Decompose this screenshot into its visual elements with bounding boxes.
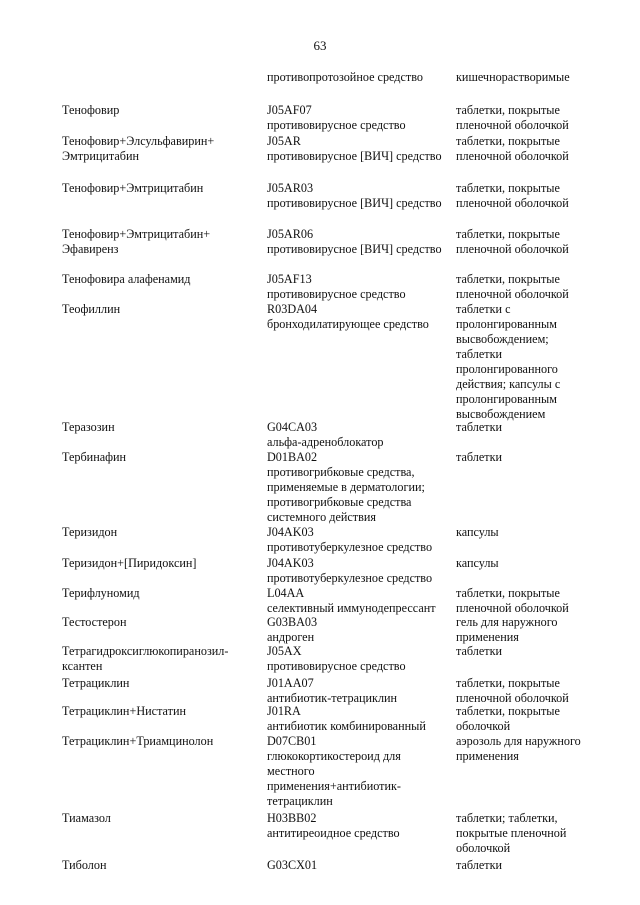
table-row [0, 70, 640, 85]
drug-name: Тетрациклин [62, 676, 130, 690]
drug-description: противовирусное средство [267, 287, 406, 301]
atc-code: G04CA03 [267, 420, 318, 434]
table-row [0, 117, 640, 163]
drug-description: противовирусное [ВИЧ] средство [267, 196, 442, 210]
drug-description: противовирусное средство [267, 659, 406, 673]
dosage-forms: аэрозоль для наружного применения [456, 734, 581, 763]
atc-code: J05AF13 [267, 272, 312, 286]
drug-code-description [267, 811, 449, 841]
atc-code: J05AR06 [267, 227, 314, 241]
table-row [0, 540, 640, 585]
dosage-forms: таблетки [456, 858, 503, 872]
drug-description: антитиреоидное средство [267, 826, 400, 840]
drug-description: альфа-адреноблокатор [267, 435, 384, 449]
drug-description: противотуберкулезное средство [267, 540, 433, 554]
table-row [0, 85, 640, 132]
drug-name: Тенофовира алафенамид [62, 272, 191, 286]
atc-code: R03DA04 [267, 302, 318, 316]
drug-name: Тетрагидроксиглюкопиранозил- ксантен [62, 644, 229, 673]
dosage-forms: капсулы [456, 525, 499, 539]
drug-name: Теразозин [62, 420, 115, 434]
drug-code-description [267, 858, 449, 873]
drug-name: Тенофовир [62, 103, 120, 117]
atc-code: H03BB02 [267, 811, 317, 825]
dosage-forms: таблетки, покрытые пленочной оболочкой [456, 586, 569, 615]
drug-code-description [267, 134, 449, 164]
table-row [0, 795, 640, 855]
atc-code: G03CX01 [267, 858, 318, 872]
drug-description: противовирусное средство [267, 118, 406, 132]
drug-code-description [267, 70, 449, 85]
drug-description: глюкокортикостероид для местного применения+антибиотик- тетрациклин [267, 749, 401, 808]
table-row [0, 163, 640, 209]
dosage-forms: гель для наружного применения [456, 615, 558, 644]
drug-name: Теризидон [62, 525, 118, 539]
drug-name: Тербинафин [62, 450, 127, 464]
table-row [0, 690, 640, 733]
drug-name: Тиболон [62, 858, 107, 872]
drug-description: селективный иммунодепрессант [267, 601, 436, 615]
table-row [0, 840, 640, 870]
dosage-forms: таблетки, покрытые пленочной оболочкой [456, 181, 569, 210]
drug-description: противопротозойное средство [267, 70, 424, 84]
drug-name: Тетрациклин+Триамцинолон [62, 734, 214, 748]
atc-code: J04AK03 [267, 556, 314, 570]
drug-code-description [267, 227, 449, 257]
drug-description: антибиотик комбинированный [267, 719, 426, 733]
atc-code: J01RA [267, 704, 301, 718]
dosage-forms: кишечнорастворимые [456, 70, 570, 84]
atc-code: J05AR03 [267, 181, 314, 195]
atc-code: J04AK03 [267, 525, 314, 539]
drug-name: Тенофовир+Эмтрицитабин+ Эфавиренз [62, 227, 211, 256]
atc-code: D01BA02 [267, 450, 318, 464]
drug-description: противовирусное [ВИЧ] средство [267, 149, 442, 163]
drug-name: Теризидон+[Пиридоксин] [62, 556, 197, 570]
table-row [0, 254, 640, 301]
dosage-forms: капсулы [456, 556, 499, 570]
atc-code: J05AF07 [267, 103, 312, 117]
dosage-forms: таблетки, покрытые пленочной оболочкой [456, 227, 569, 256]
table-row [0, 570, 640, 615]
drug-name: Тетрациклин+Нистатин [62, 704, 187, 718]
table-row [0, 720, 640, 808]
table-row [0, 509, 640, 554]
atc-code: D07CB01 [267, 734, 317, 748]
dosage-forms: таблетки [456, 420, 503, 434]
table-row [0, 404, 640, 449]
dosage-forms: таблетки, покрытые пленочной оболочкой [456, 103, 569, 132]
drug-name: Тиамазол [62, 811, 111, 825]
atc-code: J01AA07 [267, 676, 314, 690]
drug-name: Тенофовир+Элсульфавирин+ Эмтрицитабин [62, 134, 215, 163]
drug-description: противотуберкулезное средство [267, 571, 433, 585]
table-row [0, 600, 640, 644]
dosage-forms: таблетки [456, 644, 503, 658]
table-row [0, 630, 640, 673]
drug-description: бронходилатирующее средство [267, 317, 429, 331]
table-row [0, 284, 640, 421]
atc-code: L04AA [267, 586, 305, 600]
atc-code: G03BA03 [267, 615, 318, 629]
drug-description: противогрибковые средства, применяемые в дерматологии; противогрибковые средства системного действия [267, 465, 425, 524]
page-number: 63 [313, 38, 327, 53]
atc-code: J05AX [267, 644, 302, 658]
atc-code: J05AR [267, 134, 301, 148]
drug-name: Терифлуномид [62, 586, 140, 600]
drug-name: Теофиллин [62, 302, 121, 316]
drug-description: противовирусное [ВИЧ] средство [267, 242, 442, 256]
drug-name: Тенофовир+Эмтрицитабин [62, 181, 204, 195]
dosage-forms: таблетки, покрытые пленочной оболочкой [456, 676, 569, 705]
drug-table [0, 70, 640, 870]
table-row [0, 209, 640, 254]
drug-description: андроген [267, 630, 315, 644]
dosage-forms: таблетки, покрытые пленочной оболочкой [456, 134, 569, 163]
drug-description: антибиотик-тетрациклин [267, 691, 398, 705]
table-row [0, 660, 640, 705]
dosage-forms: таблетки с пролонгированным высвобождением; таблетки пролонгированного действия; капсулы с пролонгированным высвобождением [456, 302, 561, 421]
dosage-forms: таблетки, покрытые пленочной оболочкой [456, 272, 569, 301]
drug-code-description [267, 181, 449, 211]
drug-code-description [267, 302, 449, 332]
dosage-forms: таблетки [456, 450, 503, 464]
dosage-forms: таблетки, покрытые оболочкой [456, 704, 560, 733]
drug-name: Тестостерон [62, 615, 127, 629]
table-row [0, 434, 640, 524]
dosage-forms: таблетки; таблетки, покрытые пленочной оболочкой [456, 811, 567, 855]
